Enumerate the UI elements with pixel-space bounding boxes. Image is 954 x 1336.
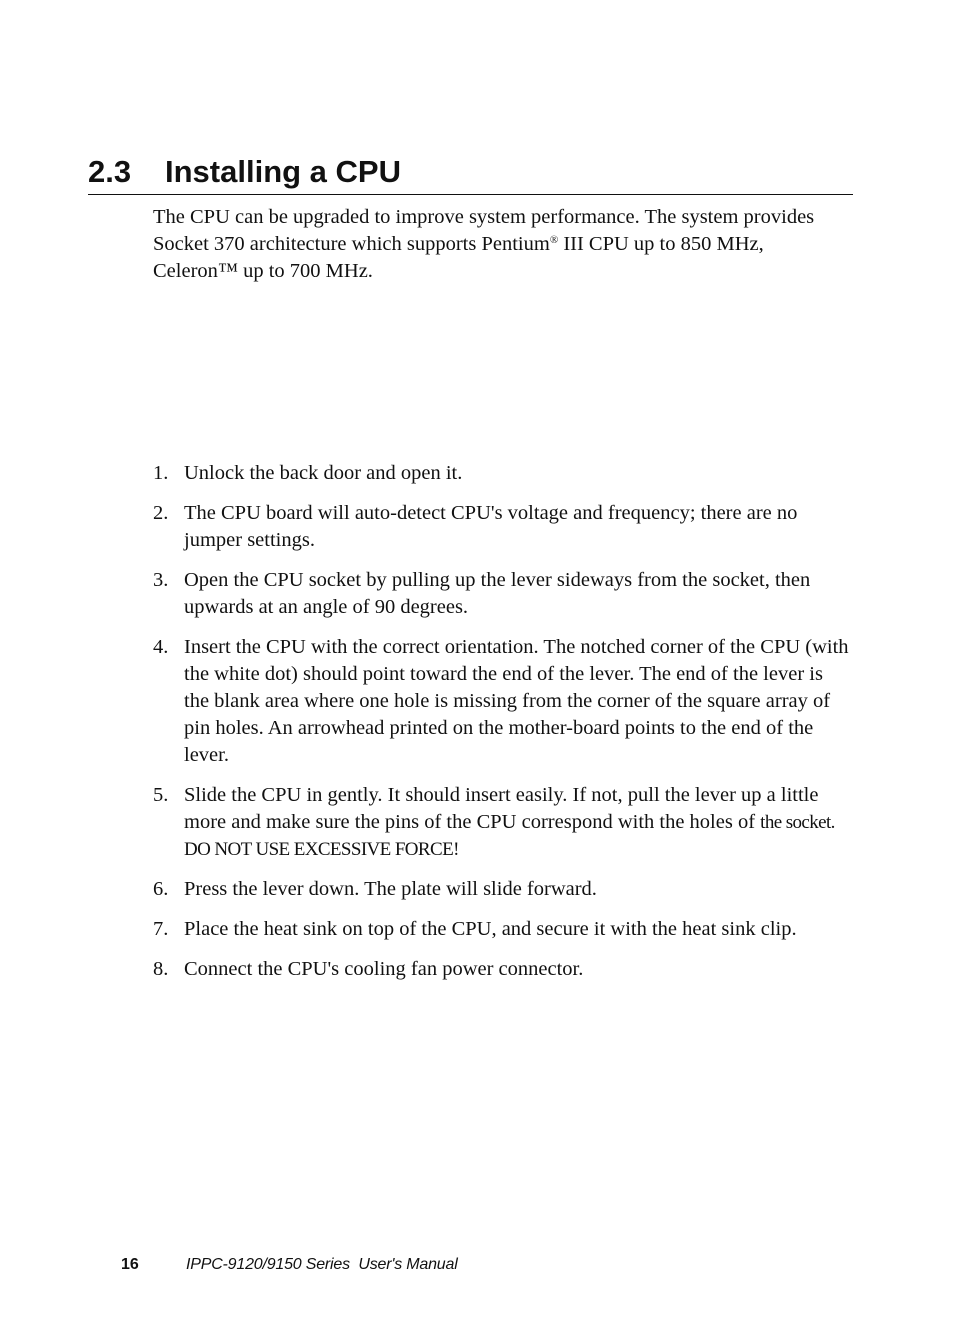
step-number: 1. [153, 462, 169, 484]
step-number: 5. [153, 784, 169, 806]
step-text: Connect the CPU's cooling fan power connector. [184, 958, 584, 980]
step-text [184, 784, 835, 860]
step-number: 2. [153, 502, 169, 524]
step-text: Open the CPU socket by pulling up the lever sideways from the socket, then upwards at an angle of 90 degrees. [184, 569, 811, 618]
step-number: 3. [153, 569, 169, 591]
intro-paragraph [153, 204, 853, 285]
registered-mark: ® [549, 234, 559, 246]
step-text-warning: the socket. DO NOT USE EXCESSIVE FORCE! [184, 812, 835, 860]
list-item [153, 956, 853, 983]
step-text: Unlock the back door and open it. [184, 462, 463, 484]
step-number: 8. [153, 958, 169, 980]
list-item [153, 460, 853, 487]
step-text: The CPU board will auto-detect CPU's voltage and frequency; there are no jumper settings. [184, 502, 798, 551]
list-item [153, 876, 853, 903]
step-text: Place the heat sink on top of the CPU, and secure it with the heat sink clip. [184, 918, 797, 940]
installation-steps [153, 460, 853, 996]
list-item [153, 634, 853, 769]
section-heading [88, 150, 853, 195]
page-number: 16 [121, 1256, 139, 1273]
list-item [153, 500, 853, 554]
section-number: 2.3 [88, 154, 132, 189]
step-text: Press the lever down. The plate will slide forward. [184, 878, 597, 900]
intro-text-part1: The CPU can be upgraded to improve system performance. The system provides Socket 370 architecture which supports Pentium [153, 206, 815, 255]
section-title: Installing a CPU [165, 154, 401, 189]
manual-title: IPPC-9120/9150 Series User's Manual [186, 1256, 458, 1273]
list-item [153, 916, 853, 943]
list-item [153, 567, 853, 621]
step-text: Insert the CPU with the correct orientation. The notched corner of the CPU (with the white dot) should point toward the end of the lever. The end of the lever is the blank area where one hole is missing from the corner of the square array of pin holes. An arrowhead printed on the mother-board points to the end of the lever. [184, 636, 849, 766]
intro-text-part2: III CPU up to 850 MHz, Celeron™ up to 700 MHz. [153, 233, 764, 282]
step-text-main: Slide the CPU in gently. It should insert easily. If not, pull the lever up a little more and make sure the pins of the CPU correspond with the holes of [184, 784, 819, 833]
step-number: 7. [153, 918, 169, 940]
step-number: 6. [153, 878, 169, 900]
list-item [153, 782, 853, 863]
step-number: 4. [153, 636, 169, 658]
